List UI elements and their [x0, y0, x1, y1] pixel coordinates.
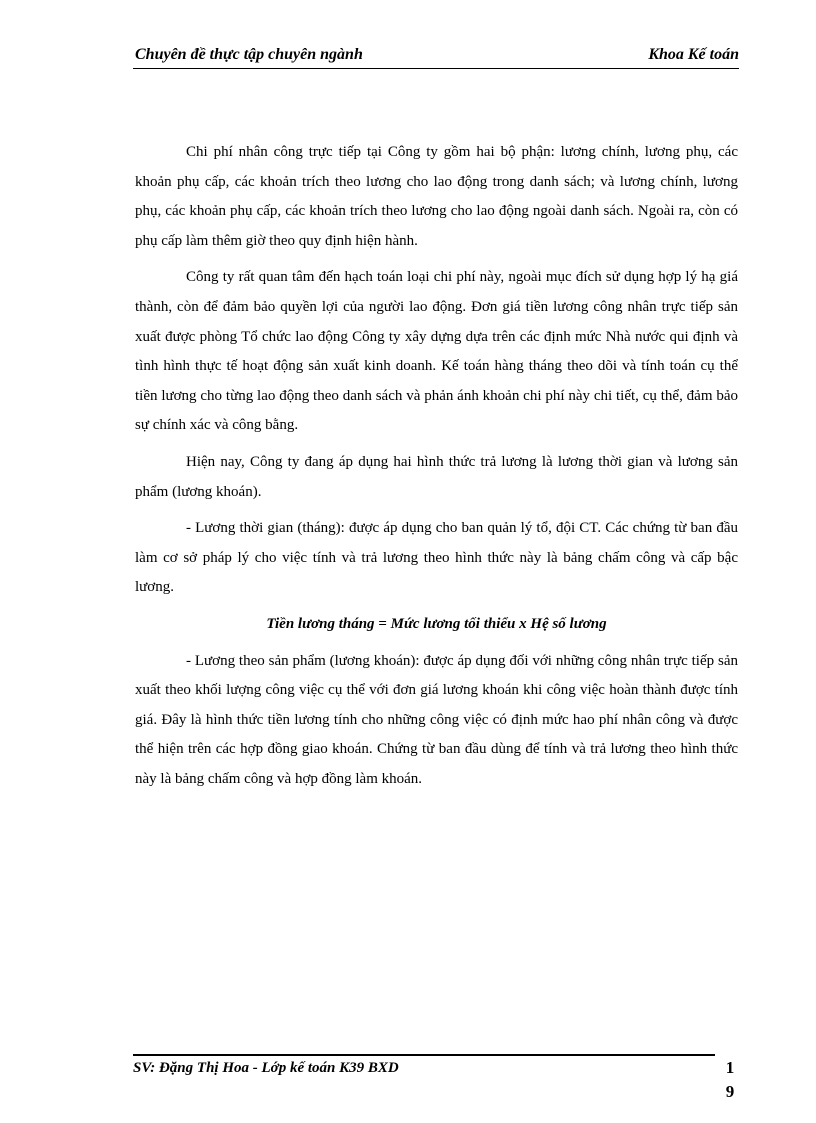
- paragraph-cost-accounting: Công ty rất quan tâm đến hạch toán loại chi phí này, ngoài mục đích sử dụng hợp lý hạ giá thành, còn để đảm bảo quyền lợi của người lao động. Đơn giá tiền lương công nhân trực tiếp sản xuất được phòng Tổ chức lao động Công ty xây dựng dựa trên các định mức Nhà nước qui định và tình hình thực tế hoạt động sản xuất kinh doanh. Kế toán hàng tháng theo dõi và tính toán cụ thể tiền lương cho từng lao động theo danh sách và phản ánh khoản chi phí này chi tiết, cụ thể, đảm bảo sự chính xác và công bằng.: [135, 269, 738, 434]
- paragraph-time-based-pay: - Lương thời gian (tháng): được áp dụng cho ban quản lý tổ, đội CT. Các chứng từ ban đầu làm cơ sở pháp lý cho việc tính và trả lương theo hình thức này là bảng chấm công và cấp bậc lương.: [135, 520, 738, 596]
- page-number: 19: [725, 1058, 735, 1101]
- paragraph-pay-forms: Hiện nay, Công ty đang áp dụng hai hình thức trả lương là lương thời gian và lương sản phẩm (lương khoán).: [135, 453, 738, 500]
- header-report-title: Chuyên đề thực tập chuyên ngành: [135, 46, 363, 63]
- paragraph-piece-rate-pay: - Lương theo sản phẩm (lương khoán): được áp dụng đối với những công nhân trực tiếp sản xuất theo khối lượng công việc cụ thể với đơn giá lương khoán khi công việc hoàn thành được tính giá. Đây là hình thức tiền lương tính cho những công việc có định mức hao phí nhân công và được thể hiện trên các hợp đồng giao khoán. Chứng từ ban đầu dùng để tính và trả lương theo hình thức này là bảng chấm công và hợp đồng làm khoán.: [135, 652, 738, 787]
- paragraph-direct-labor-cost: Chi phí nhân công trực tiếp tại Công ty gồm hai bộ phận: lương chính, lương phụ, các khoản phụ cấp, các khoản trích theo lương cho lao động trong danh sách; và lương chính, lương phụ, các khoản phụ cấp, các khoản trích theo lương cho lao động ngoài danh sách. Ngoài ra, còn có phụ cấp làm thêm giờ theo quy định hiện hành.: [135, 144, 738, 249]
- document-body: [135, 138, 738, 801]
- page-header: [133, 44, 739, 69]
- footer-author: SV: Đặng Thị Hoa - Lớp kế toán K39 BXD: [133, 1060, 399, 1076]
- salary-formula: Tiền lương tháng = Mức lương tối thiểu x Hệ số lương: [266, 615, 607, 632]
- footer-divider: [133, 1054, 715, 1056]
- header-department: Khoa Kế toán: [648, 46, 739, 63]
